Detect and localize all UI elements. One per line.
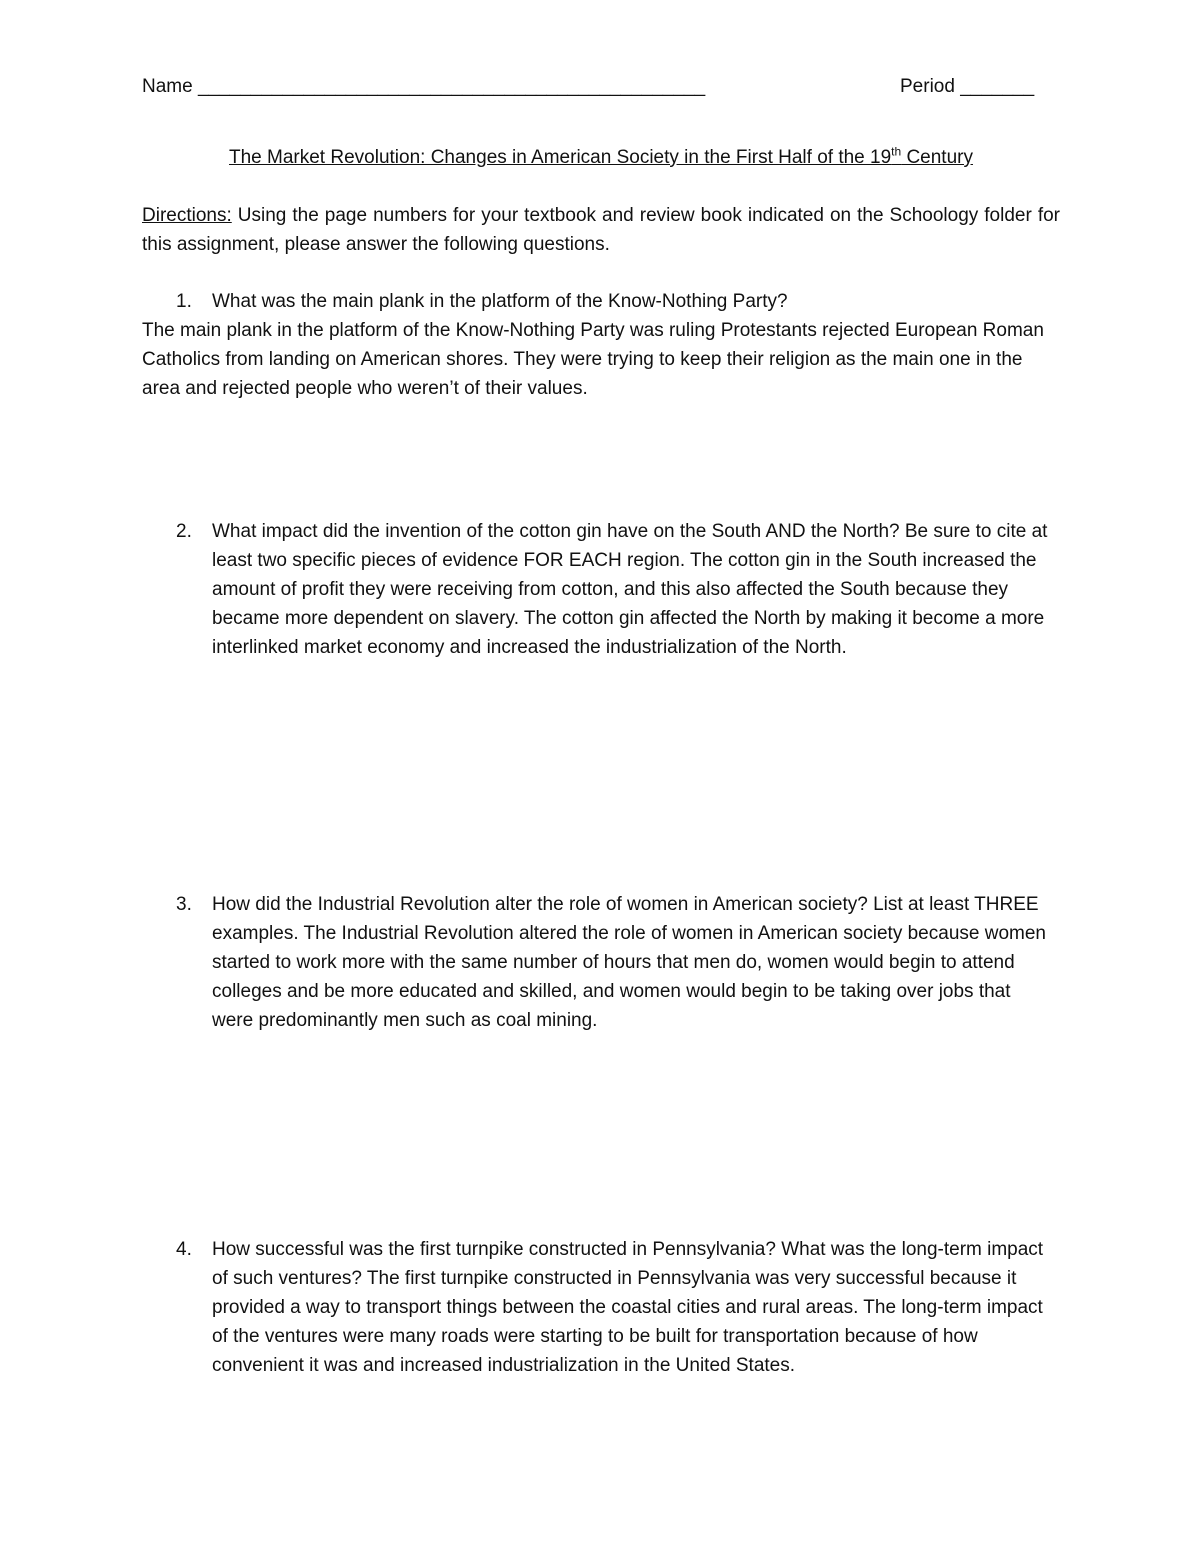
directions-label: Directions:: [142, 205, 232, 226]
worksheet-title: [142, 143, 1060, 172]
question-number: 3.: [176, 894, 192, 915]
title-tail: Century: [901, 147, 973, 168]
answer-text: The main plank in the platform of the Know-Nothing Party was ruling Protestants rejected European Roman Catholics from landing on American shores. They were trying to keep their religion as the main one in the area and rejected people who weren’t of their values.: [142, 320, 1044, 399]
question-prompt: What was the main plank in the platform of the Know-Nothing Party?: [212, 291, 788, 312]
question-number: 1.: [176, 291, 192, 312]
name-blank: ________________________________________________: [197, 76, 706, 97]
name-label: Name: [142, 76, 193, 97]
period-blank: _______: [960, 76, 1035, 97]
period-label: Period: [900, 76, 955, 97]
directions-text: Using the page numbers for your textbook and review book indicated on the Schoology folder for this assignment, please answer the following questions.: [142, 205, 1060, 255]
question-number: 4.: [176, 1239, 192, 1260]
title-superscript: th: [891, 144, 902, 159]
question-text: What impact did the invention of the cotton gin have on the South AND the North? Be sure to cite at least two specific pieces of evidence FOR EACH region. The cotton gin in the South increased the amount of profit they were receiving from cotton, and this also affected the South because they became more dependent on slavery. The cotton gin affected the North by making it become a more interlinked market economy and increased the industrialization of the North.: [212, 521, 1048, 658]
question-number: 2.: [176, 521, 192, 542]
directions: [142, 201, 1060, 259]
question-text: How did the Industrial Revolution alter the role of women in American society? List at least THREE examples. The Industrial Revolution altered the role of women in American society because women started to work more with the same number of hours that men do, women would begin to attend colleges and be more educated and skilled, and women would begin to be taking over jobs that were predominantly men such as coal mining.: [212, 894, 1046, 1031]
header-line: [142, 72, 1060, 101]
title-main: The Market Revolution: Changes in American Society in the First Half of the 19: [229, 147, 892, 168]
period-field: [900, 72, 1034, 101]
question-text: How successful was the first turnpike constructed in Pennsylvania? What was the long-term impact of such ventures? The first turnpike constructed in Pennsylvania was very successful because it provided a way to transport things between the coastal cities and rural areas. The long-term impact of the ventures were many roads were starting to be built for transportation because of how convenient it was and increased industrialization in the United States.: [212, 1239, 1044, 1376]
name-field: [142, 72, 705, 101]
